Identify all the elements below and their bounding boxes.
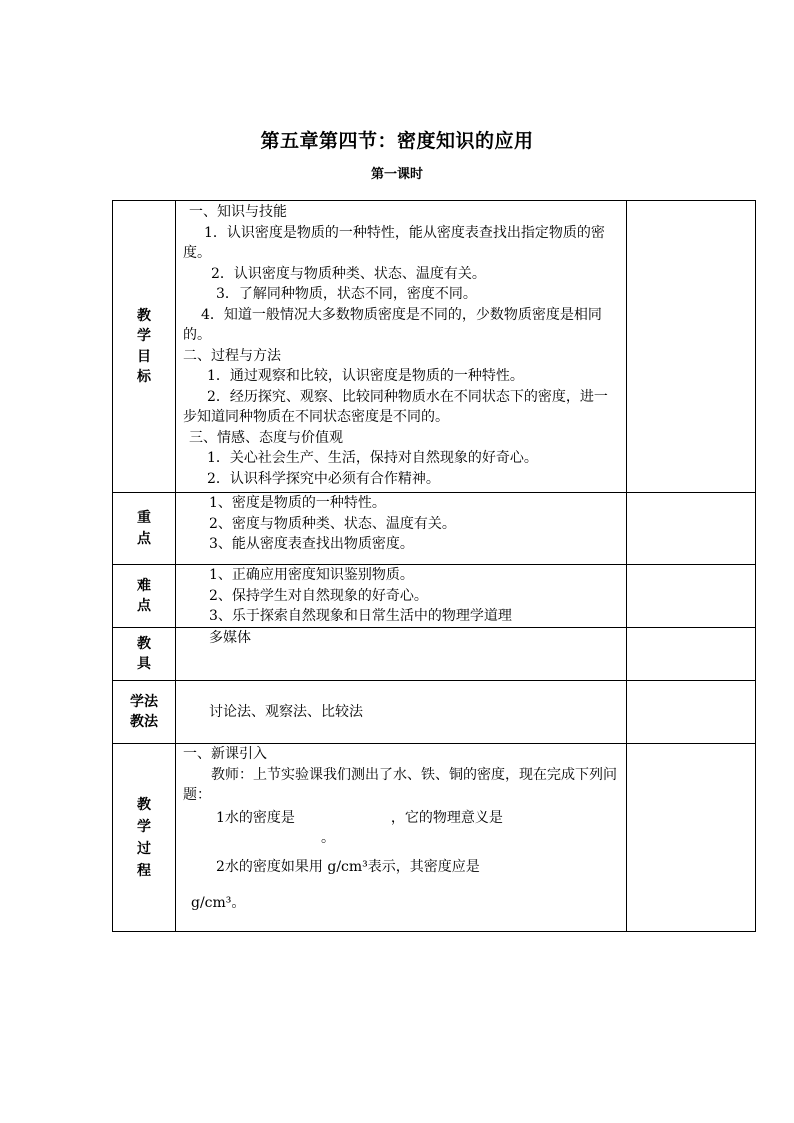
notes-methods (627, 681, 756, 744)
process-section-1: 一、新课引入 (183, 746, 267, 762)
keypoints-item-1: 1、密度是物质的一种特性。 (209, 495, 386, 511)
lesson-plan-table (112, 200, 756, 932)
difficulties-item-1: 1、正确应用密度知识鉴别物质。 (209, 567, 414, 583)
aids-text: 多媒体 (209, 630, 251, 646)
process-question-2-end: g/cm³。 (191, 895, 246, 911)
content-objectives (176, 201, 627, 493)
keypoints-item-2: 2、密度与物质种类、状态、温度有关。 (209, 515, 456, 532)
row-process (113, 744, 756, 932)
page-subtitle: 第一课时 (370, 167, 423, 182)
objectives-section-3: 三、情感、态度与价值观 (189, 429, 343, 446)
row-objectives (113, 201, 756, 493)
label-keypoints: 重 点 (113, 493, 176, 565)
objectives-item-1-3: 3．了解同种物质，状态不同，密度不同。 (216, 286, 477, 302)
notes-keypoints (627, 493, 756, 565)
difficulties-item-3: 3、乐于探索自然现象和日常生活中的物理学道理 (209, 608, 512, 624)
row-difficulties (113, 565, 756, 628)
objectives-item-3-1: 1．关心社会生产、生活，保持对自然现象的好奇心。 (207, 450, 538, 466)
process-teacher: 教师：上节实验课我们测出了水、铁、铜的密度，现在完成下列问题： (183, 766, 617, 803)
content-aids (176, 628, 627, 681)
content-keypoints (176, 493, 627, 565)
objectives-section-2: 二、过程与方法 (183, 347, 281, 364)
row-aids (113, 628, 756, 681)
objectives-item-2-1: 1．通过观察和比较，认识密度是物质的一种特性。 (207, 368, 524, 384)
label-methods: 学法 教法 (113, 681, 176, 744)
notes-aids (627, 628, 756, 681)
label-objectives: 教 学 目 标 (113, 201, 176, 493)
row-keypoints (113, 493, 756, 565)
difficulties-item-2: 2、保持学生对自然现象的好奇心。 (209, 587, 428, 604)
objectives-item-1-2: 2．认识密度与物质种类、状态、温度有关。 (211, 265, 486, 282)
label-difficulties: 难 点 (113, 565, 176, 628)
content-difficulties (176, 565, 627, 628)
process-question-2: 2水的密度如果用 g/cm³表示，其密度应是 (216, 858, 480, 875)
notes-process (627, 744, 756, 932)
objectives-item-2-2: 2．经历探究、观察、比较同种物质水在不同状态下的密度，进一步知道同种物质在不同状态密度是不同的。 (183, 388, 608, 425)
page-title: 第五章第四节：密度知识的应用 (260, 130, 534, 152)
methods-text: 讨论法、观察法、比较法 (209, 703, 363, 720)
process-question-1-end: 。 (321, 830, 335, 846)
notes-objectives (627, 201, 756, 493)
objectives-item-1-4: 4．知道一般情况大多数物质密度是不同的，少数物质密度是相同的。 (183, 306, 602, 343)
label-aids: 教 具 (113, 628, 176, 681)
keypoints-item-3: 3、能从密度表查找出物质密度。 (209, 536, 414, 552)
objectives-item-1-1: 1．认识密度是物质的一种特性，能从密度表查找出指定物质的密度。 (183, 224, 605, 261)
content-process (176, 744, 627, 932)
process-question-1: 1水的密度是 ，它的物理意义是 (216, 809, 503, 826)
objectives-item-3-2: 2．认识科学探究中必须有合作精神。 (207, 470, 440, 487)
objectives-section-1: 一、知识与技能 (189, 204, 287, 220)
content-methods (176, 681, 627, 744)
label-process: 教 学 过 程 (113, 744, 176, 932)
notes-difficulties (627, 565, 756, 628)
row-methods (113, 681, 756, 744)
